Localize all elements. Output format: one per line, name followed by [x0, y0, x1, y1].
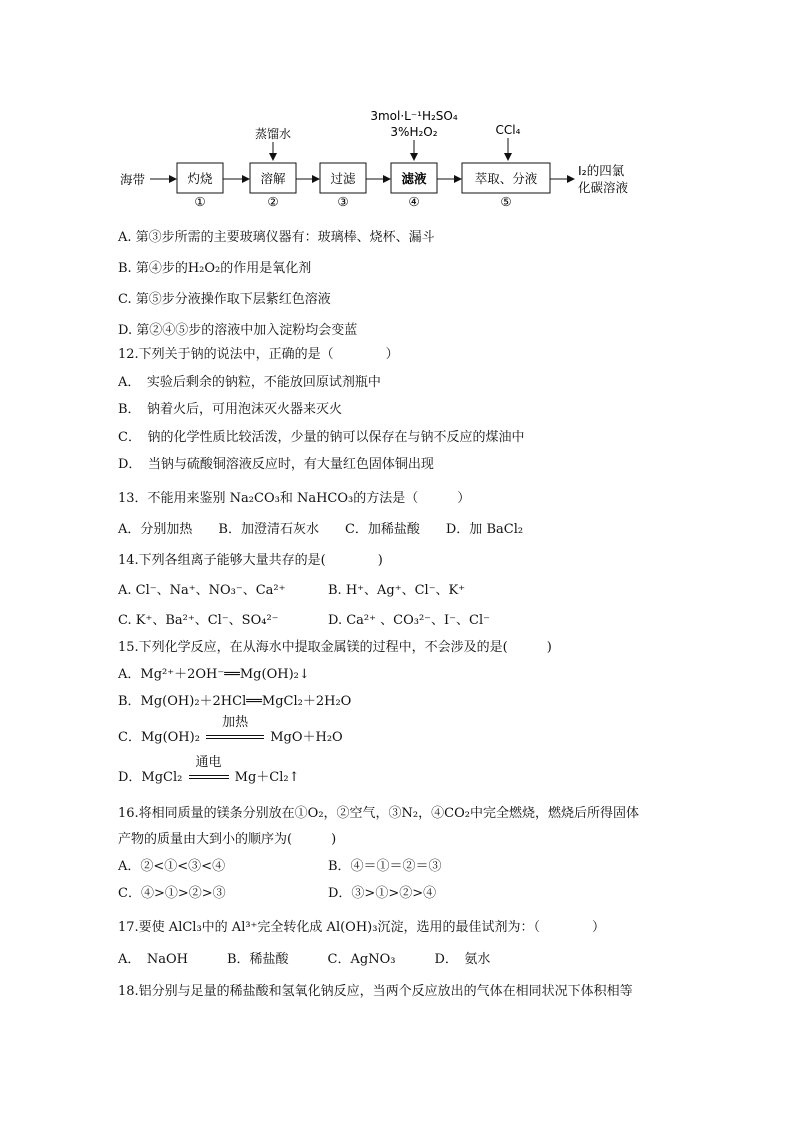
reagent-ccl4: CCl₄ [495, 123, 521, 137]
q13-stem: 13．不能用来鉴别 Na₂CO₃和 NaHCO₃的方法是（ ） [118, 491, 471, 506]
flow-end-line2: 化碳溶液 [578, 180, 629, 195]
double-line [206, 735, 264, 739]
q14-option-a: A. Cl⁻、Na⁺、NO₃⁻、Ca²⁺ [118, 583, 286, 598]
q16-option-b: B．④＝①＝②＝③ [328, 859, 442, 874]
q16-stem-line1: 16.将相同质量的镁条分别放在①O₂，②空气，③N₂，④CO₂中完全燃烧，燃烧后所得固体 [118, 806, 639, 821]
q14-option-b: B. H⁺、Ag⁺、Cl⁻、K⁺ [328, 583, 466, 598]
double-line [189, 775, 229, 779]
q11-option-d: D. 第②④⑤步的溶液中加入淀粉均会变蓝 [118, 323, 358, 338]
q11-option-a: A. 第③步所需的主要玻璃仪器有：玻璃棒、烧杯、漏斗 [118, 230, 435, 245]
q12-option-a: A． 实验后剩余的钠粒，不能放回原试剂瓶中 [118, 375, 381, 390]
step-num-2: ② [267, 194, 279, 209]
q14-option-c: C. K⁺、Ba²⁺、Cl⁻、SO₄²⁻ [118, 613, 279, 628]
q15-option-d [118, 755, 300, 787]
q12-option-d: D． 当钠与硫酸铜溶液反应时，有大量红色固体铜出现 [118, 457, 434, 472]
flow-start: 海带 [120, 172, 146, 187]
q14-stem: 14.下列各组离子能够大量共存的是( ) [118, 553, 383, 568]
q15-d-condition-text: 通电 [195, 755, 222, 770]
reagent-h2o2: 3%H₂O₂ [390, 125, 438, 139]
q15-d-condition [187, 755, 231, 787]
q11-option-c: C. 第⑤步分液操作取下层紫红色溶液 [118, 292, 331, 307]
step-label-1: 灼烧 [187, 171, 213, 186]
q14-option-d: D. Ca²⁺ 、CO₃²⁻、I⁻、Cl⁻ [328, 613, 490, 628]
q12-stem: 12.下列关于钠的说法中，正确的是（ ） [118, 347, 399, 362]
q15-c-reactant: C．Mg(OH)₂ [118, 730, 200, 745]
q15-stem: 15.下列化学反应，在从海水中提取金属镁的过程中，不会涉及的是( ) [118, 640, 552, 655]
step-num-3: ③ [337, 194, 349, 209]
q16-stem-line2: 产物的质量由大到小的顺序为( ) [118, 832, 337, 847]
q15-d-products: Mg＋Cl₂↑ [234, 770, 300, 785]
step-label-5: 萃取、分液 [474, 171, 538, 186]
q17-options: A． NaOH B．稀盐酸 C．AgNO₃ D． 氨水 [118, 952, 491, 967]
q13-options: A．分别加热 B．加澄清石灰水 C．加稀盐酸 D．加 BaCl₂ [118, 522, 524, 537]
q15-option-b: B．Mg(OH)₂＋2HCl══MgCl₂＋2H₂O [118, 694, 352, 709]
q15-option-a: A．Mg²⁺＋2OH⁻══Mg(OH)₂↓ [118, 667, 310, 682]
q16-option-a: A．②<①<③<④ [118, 859, 226, 874]
step-num-1: ① [194, 194, 206, 209]
q15-c-condition-text: 加热 [222, 715, 249, 730]
step-label-4: 滤液 [401, 171, 427, 186]
q15-c-condition [204, 715, 266, 747]
q12-option-c: C． 钠的化学性质比较活泼，少量的钠可以保存在与钠不反应的煤油中 [118, 430, 525, 445]
reagent-h2so4: 3mol·L⁻¹H₂SO₄ [370, 109, 458, 123]
step-num-5: ⑤ [500, 194, 512, 209]
q16-option-d: D．③>①>②>④ [328, 886, 437, 901]
q17-stem: 17.要使 AlCl₃中的 Al³⁺完全转化成 Al(OH)₃沉淀，选用的最佳试剂为：（ ） [118, 920, 605, 935]
q15-option-c [118, 715, 343, 747]
q18-stem: 18.铝分别与足量的稀盐酸和氢氧化钠反应，当两个反应放出的气体在相同状况下体积相等 [118, 984, 633, 999]
reagent-water: 蒸馏水 [254, 127, 292, 141]
process-flowchart [0, 0, 794, 230]
q12-option-b: B． 钠着火后，可用泡沫灭火器来灭火 [118, 402, 343, 417]
q15-c-products: MgO＋H₂O [270, 730, 343, 745]
q16-option-c: C．④>①>②>③ [118, 886, 226, 901]
step-num-4: ④ [408, 194, 420, 209]
q15-d-reactant: D．MgCl₂ [118, 770, 183, 785]
q11-option-b: B. 第④步的H₂O₂的作用是氧化剂 [118, 261, 312, 276]
flow-end-line1: I₂的四氯 [578, 163, 625, 178]
step-label-2: 溶解 [260, 171, 286, 186]
step-label-3: 过滤 [330, 171, 356, 186]
